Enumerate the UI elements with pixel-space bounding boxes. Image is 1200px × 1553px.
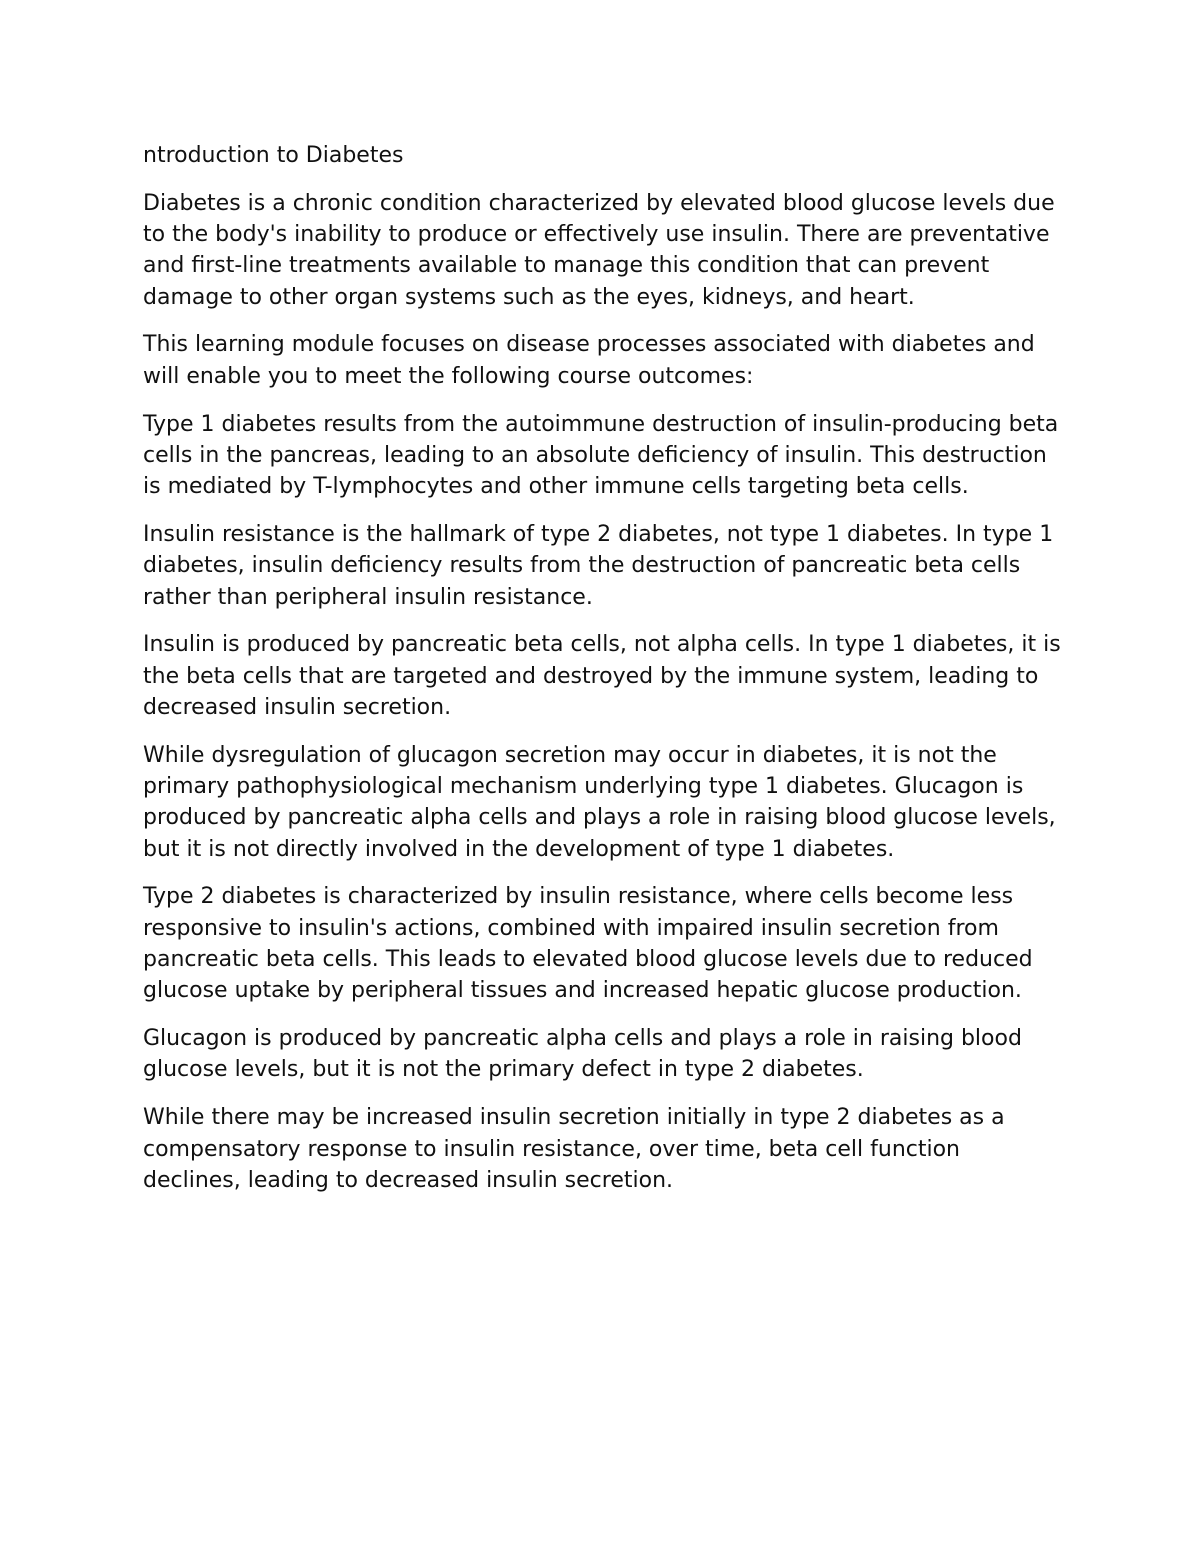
paragraph-insulin-secretion: While there may be increased insulin secretion initially in type 2 diabetes as a compensatory response to insulin resistance, over time, beta cell function declines, leading to decreased insulin secretion. (143, 1105, 1005, 1193)
document-heading: ntroduction to Diabetes (143, 143, 404, 168)
paragraph-diabetes-overview: Diabetes is a chronic condition characterized by elevated blood glucose levels due to the body's inability to produce or effectively use insulin. There are preventative and first-line treatments available to manage this condition that can prevent damage to other organ systems such as the eyes, kidneys, and heart. (143, 190, 1055, 310)
paragraph-insulin-resistance: Insulin resistance is the hallmark of type 2 diabetes, not type 1 diabetes. In type 1 diabetes, insulin deficiency results from the destruction of pancreatic beta cells rather than peripheral insulin resistance. (143, 521, 1054, 610)
paragraph-glucagon-type2: Glucagon is produced by pancreatic alpha cells and plays a role in raising blood glucose levels, but it is not the primary defect in type 2 diabetes. (143, 1026, 1022, 1083)
paragraph-module-focus: This learning module focuses on disease processes associated with diabetes and will enable you to meet the following course outcomes: (143, 332, 1035, 389)
document-body (143, 140, 1063, 1213)
paragraph-beta-cells: Insulin is produced by pancreatic beta cells, not alpha cells. In type 1 diabetes, it is the beta cells that are targeted and destroyed by the immune system, leading to decreased insulin secretion. (143, 632, 1061, 720)
paragraph-glucagon-type1: While dysregulation of glucagon secretion may occur in diabetes, it is not the primary pathophysiological mechanism underlying type 1 diabetes. Glucagon is produced by pancreatic alpha cells and plays a role in raising blood glucose levels, but it is not directly involved in the development of type 1 diabetes. (143, 742, 1056, 862)
paragraph-type1-autoimmune: Type 1 diabetes results from the autoimmune destruction of insulin-producing beta cells in the pancreas, leading to an absolute deficiency of insulin. This destruction is mediated by T-lymphocytes and other immune cells targeting beta cells. (143, 411, 1059, 500)
paragraph-type2-characterized: Type 2 diabetes is characterized by insulin resistance, where cells become less responsive to insulin's actions, combined with impaired insulin secretion from pancreatic beta cells. This leads to elevated blood glucose levels due to reduced glucose uptake by peripheral tissues and increased hepatic glucose production. (143, 884, 1033, 1004)
